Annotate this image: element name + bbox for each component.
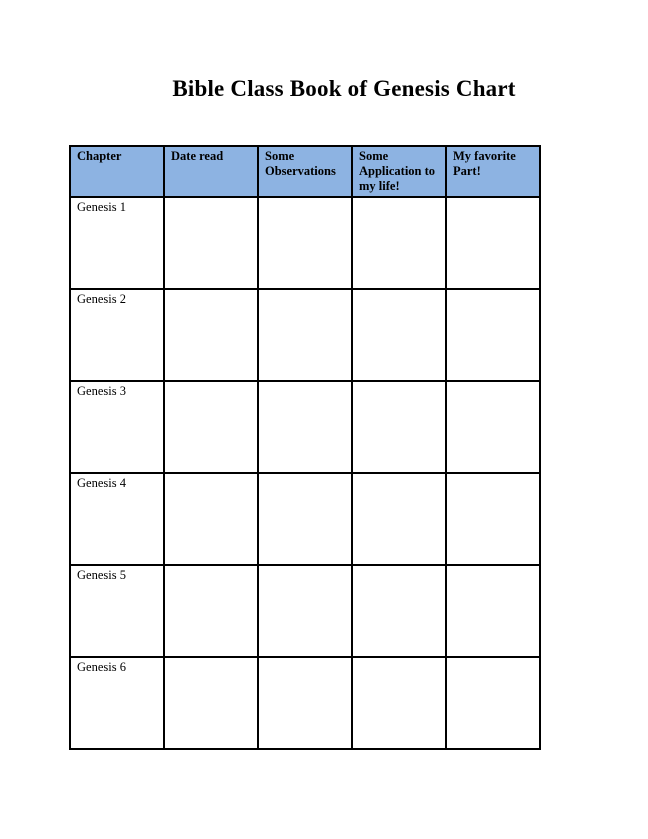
table-row (70, 473, 540, 565)
table-row (70, 197, 540, 289)
application-cell[interactable] (352, 657, 446, 749)
chapter-cell: Genesis 6 (70, 657, 164, 749)
date-read-cell[interactable] (164, 565, 258, 657)
header-favorite-part: My favorite Part! (446, 146, 540, 197)
application-cell[interactable] (352, 197, 446, 289)
observations-cell[interactable] (258, 473, 352, 565)
chapter-cell: Genesis 1 (70, 197, 164, 289)
chapter-cell: Genesis 2 (70, 289, 164, 381)
observations-cell[interactable] (258, 197, 352, 289)
date-read-cell[interactable] (164, 289, 258, 381)
chapter-cell: Genesis 4 (70, 473, 164, 565)
observations-cell[interactable] (258, 565, 352, 657)
page-title: Bible Class Book of Genesis Chart (172, 76, 516, 101)
header-date-read: Date read (164, 146, 258, 197)
favorite-part-cell[interactable] (446, 565, 540, 657)
observations-cell[interactable] (258, 289, 352, 381)
header-row (70, 146, 540, 197)
favorite-part-cell[interactable] (446, 289, 540, 381)
chapter-cell: Genesis 5 (70, 565, 164, 657)
header-chapter: Chapter (70, 146, 164, 197)
favorite-part-cell[interactable] (446, 657, 540, 749)
table-row (70, 565, 540, 657)
date-read-cell[interactable] (164, 473, 258, 565)
date-read-cell[interactable] (164, 381, 258, 473)
chapter-cell: Genesis 3 (70, 381, 164, 473)
application-cell[interactable] (352, 473, 446, 565)
favorite-part-cell[interactable] (446, 473, 540, 565)
genesis-chart-table (69, 145, 541, 750)
observations-cell[interactable] (258, 657, 352, 749)
header-observations: Some Observations (258, 146, 352, 197)
header-application: Some Application to my life! (352, 146, 446, 197)
favorite-part-cell[interactable] (446, 381, 540, 473)
date-read-cell[interactable] (164, 657, 258, 749)
application-cell[interactable] (352, 565, 446, 657)
application-cell[interactable] (352, 381, 446, 473)
date-read-cell[interactable] (164, 197, 258, 289)
observations-cell[interactable] (258, 381, 352, 473)
application-cell[interactable] (352, 289, 446, 381)
table-row (70, 289, 540, 381)
table-row (70, 381, 540, 473)
favorite-part-cell[interactable] (446, 197, 540, 289)
table-row (70, 657, 540, 749)
